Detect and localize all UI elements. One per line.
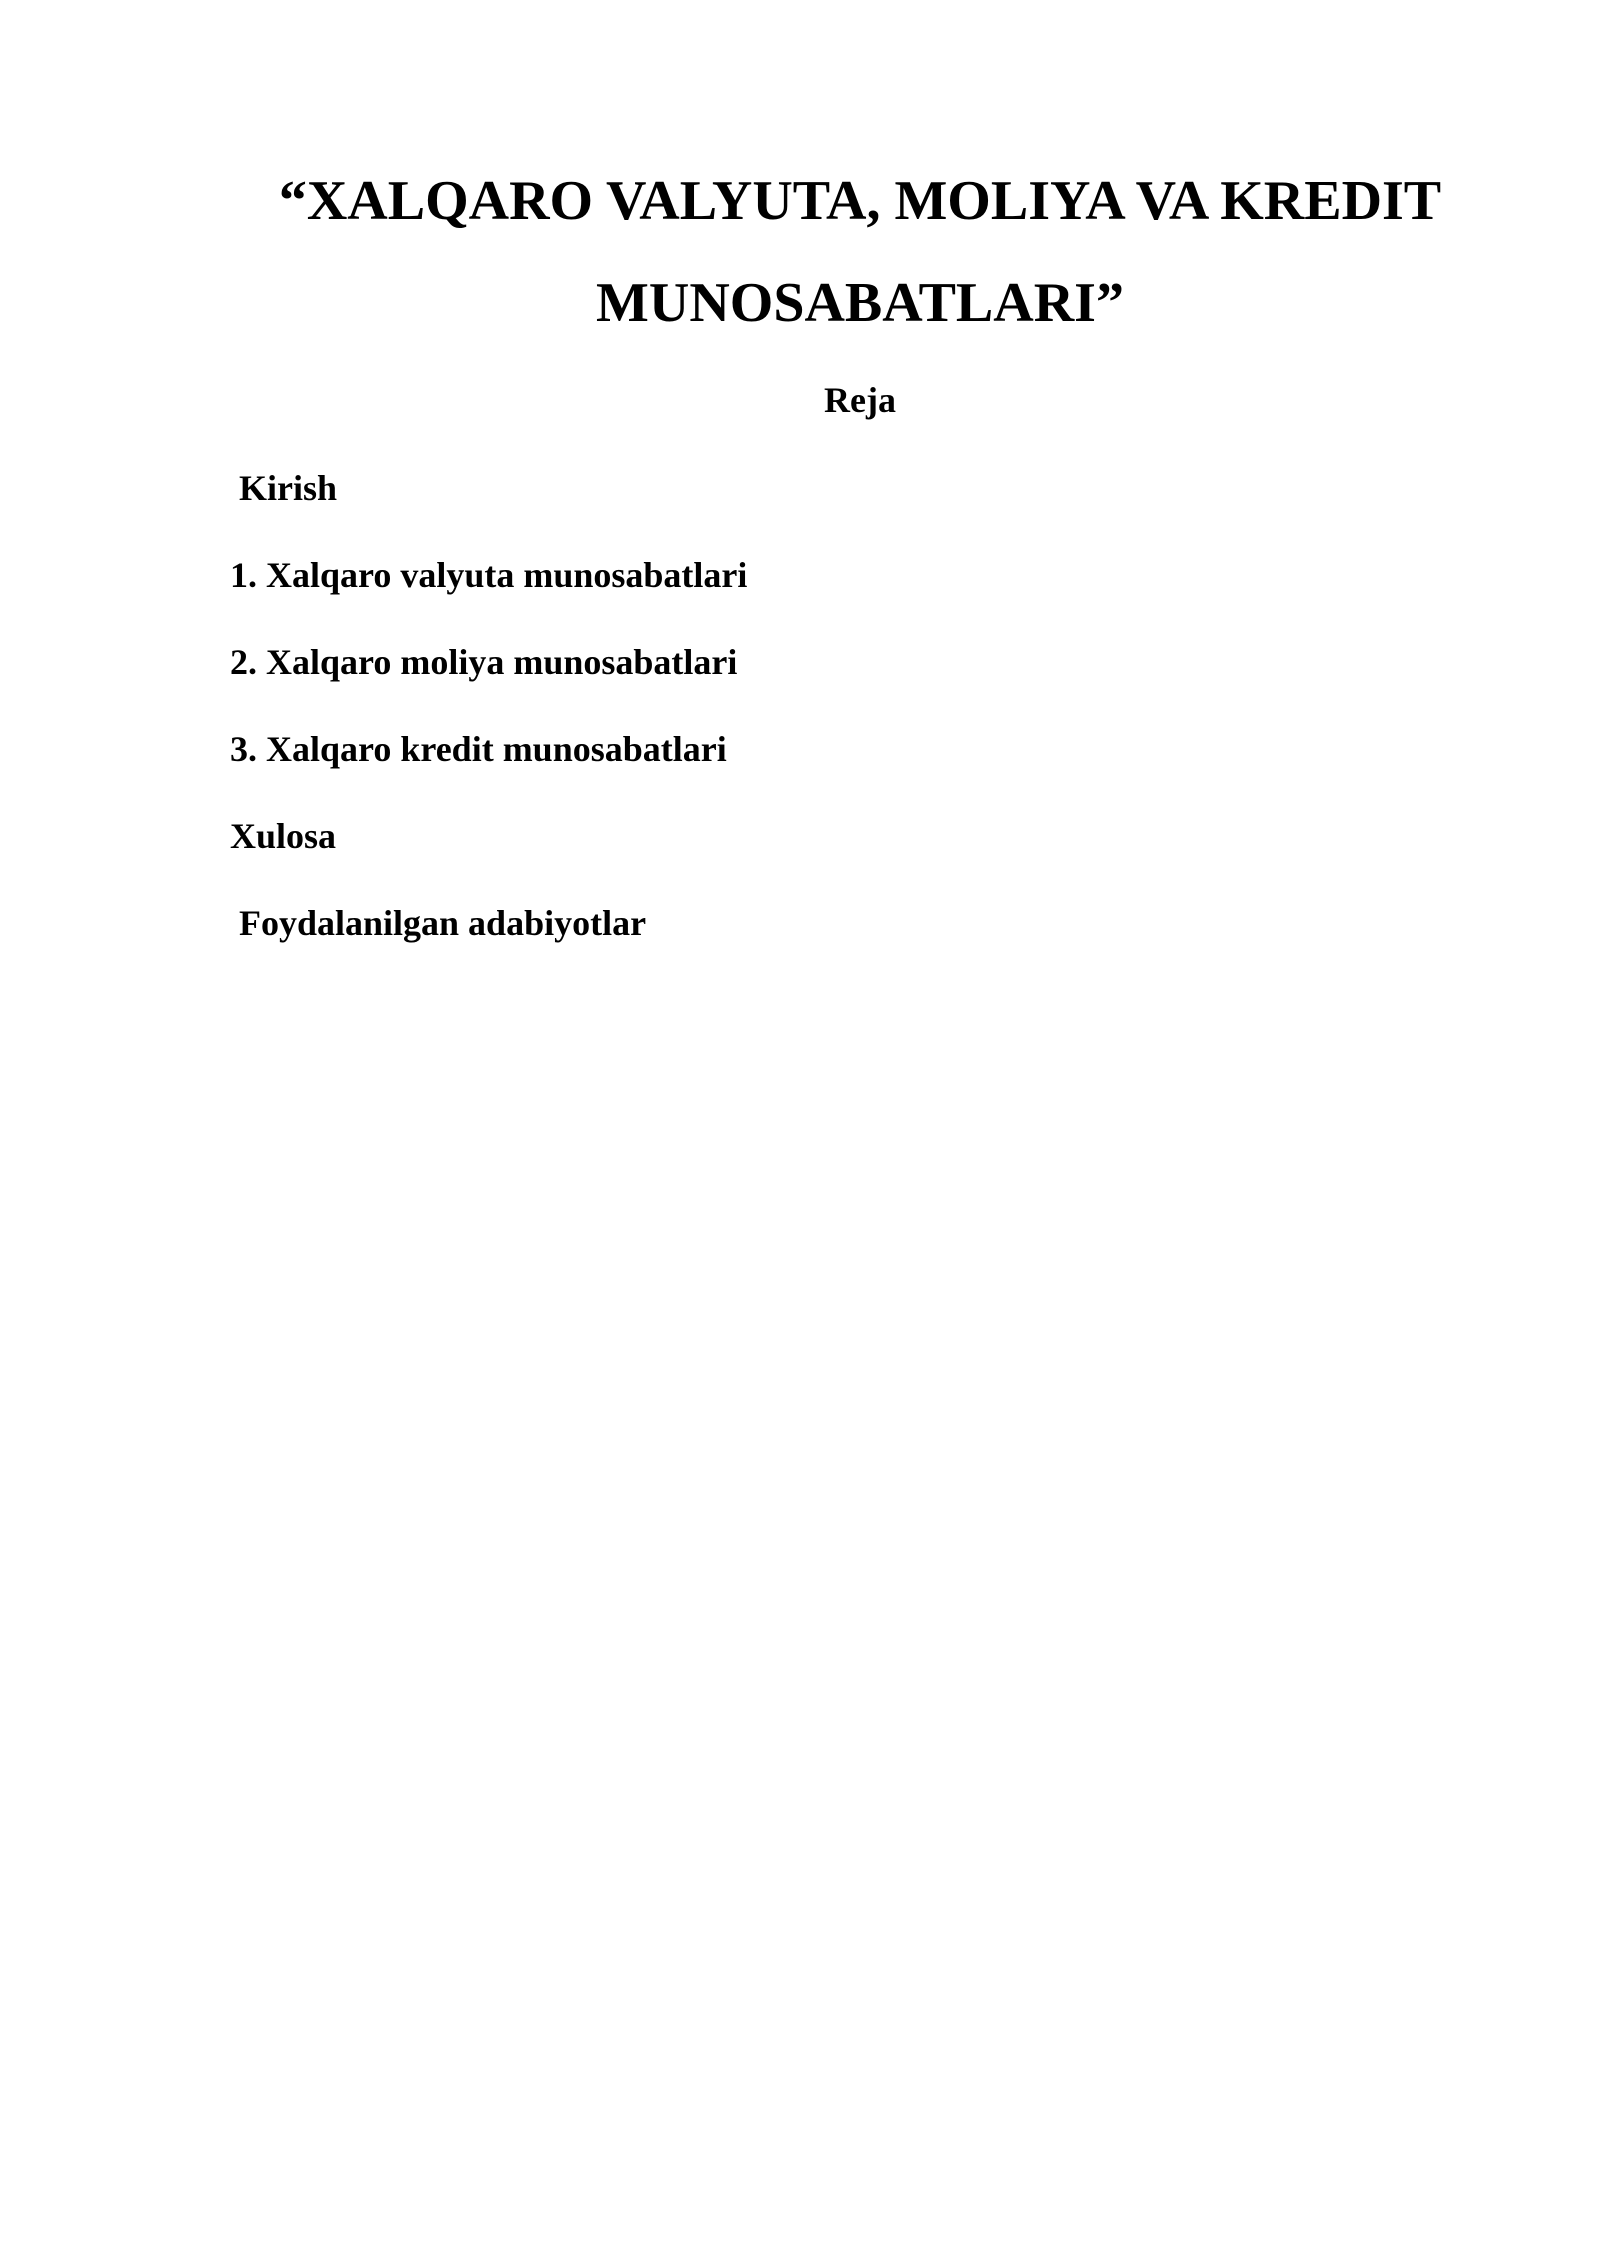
document-title [230,150,1490,354]
title-line-1: “XALQARO VALYUTA, MOLIYA VA KREDIT [278,170,1442,232]
plan-item-1: 1. Xalqaro valyuta munosabatlari [230,555,748,595]
plan-item-references: Foydalanilgan adabiyotlar [239,903,647,943]
plan-item-2: 2. Xalqaro moliya munosabatlari [230,642,738,682]
plan-item-introduction: Kirish [239,468,338,508]
plan-item-3: 3. Xalqaro kredit munosabatlari [230,729,727,769]
plan-heading: Reja [824,380,896,420]
title-line-2: MUNOSABATLARI” [596,272,1124,334]
plan-item-conclusion: Xulosa [230,816,337,856]
